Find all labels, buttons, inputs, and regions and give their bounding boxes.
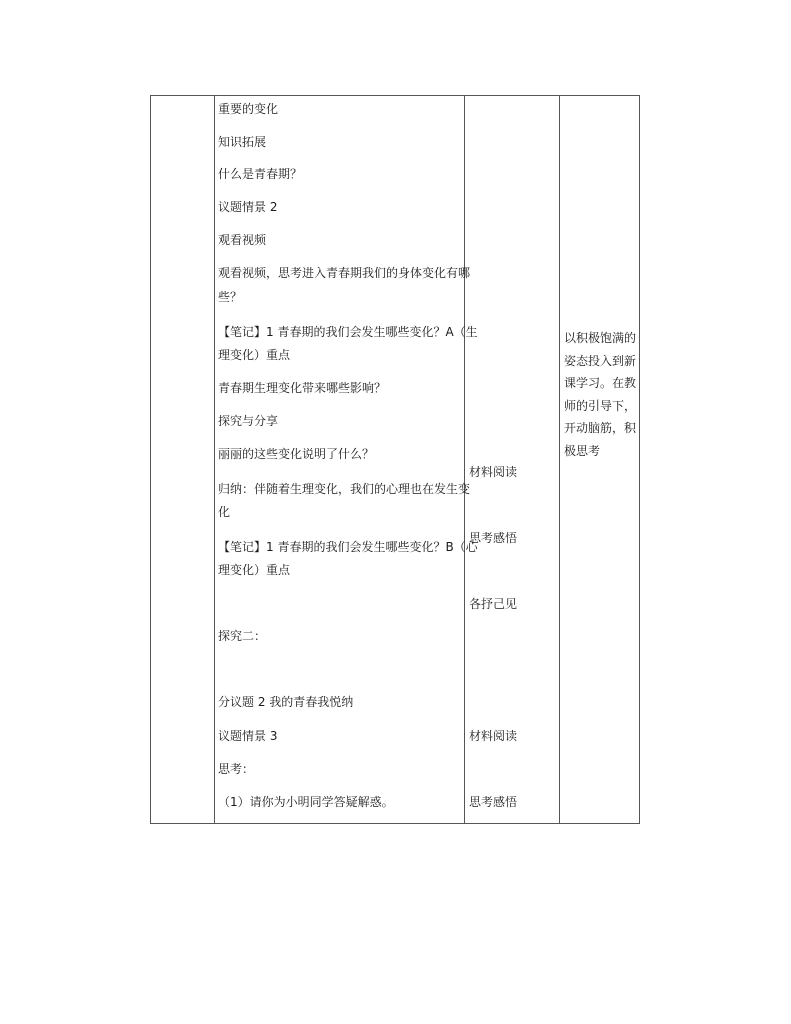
content-line: 思考： — [218, 762, 255, 776]
design-intent-line: 极思考 — [564, 443, 601, 458]
content-line: 观看视频，思考进入青春期我们的身体变化有哪 — [218, 266, 471, 280]
content-line: 知识拓展 — [218, 135, 267, 149]
activity-item: 各抒己见 — [469, 597, 518, 611]
content-line: 些？ — [218, 290, 243, 304]
design-intent — [564, 327, 638, 462]
column-divider — [559, 96, 560, 823]
content-line: 归纳：伴随着生理变化，我们的心理也在发生变 — [218, 482, 471, 496]
content-line: 重要的变化 — [218, 102, 279, 116]
content-line: （1）请你为小明同学答疑解惑。 — [218, 795, 394, 809]
content-line: 什么是青春期？ — [218, 167, 303, 181]
design-intent-line: 师的引导下， — [564, 398, 637, 413]
note-line: 【笔记】1 青春期的我们会发生哪些变化？A（生 — [218, 325, 478, 339]
column-divider — [464, 96, 465, 823]
content-line: 观看视频 — [218, 233, 267, 247]
design-intent-line: 姿态投入到新 — [564, 353, 637, 368]
activity-item: 思考感悟 — [469, 531, 518, 545]
activity-item: 材料阅读 — [469, 465, 518, 479]
content-line: 探究与分享 — [218, 414, 279, 428]
content-line: 议题情景 2 — [218, 200, 278, 214]
design-intent-line: 课学习。在教 — [564, 376, 637, 390]
activity-item: 材料阅读 — [469, 729, 518, 743]
content-line: 分议题 2 我的青春我悦纳 — [218, 695, 354, 709]
content-line: 探究二： — [218, 629, 267, 643]
note-line: 理变化）重点 — [218, 563, 291, 577]
note-line: 【笔记】1 青春期的我们会发生哪些变化？B（心 — [218, 540, 478, 554]
design-intent-line: 开动脑筋，积 — [564, 421, 637, 435]
content-line: 青春期生理变化带来哪些影响？ — [218, 381, 387, 395]
content-line: 化 — [218, 505, 231, 519]
design-intent-line: 以积极饱满的 — [564, 331, 637, 345]
content-line: 议题情景 3 — [218, 729, 278, 743]
column-divider — [214, 96, 215, 823]
content-line: 丽丽的这些变化说明了什么？ — [218, 447, 375, 461]
note-line: 理变化）重点 — [218, 348, 291, 362]
activity-item: 思考感悟 — [469, 795, 518, 809]
